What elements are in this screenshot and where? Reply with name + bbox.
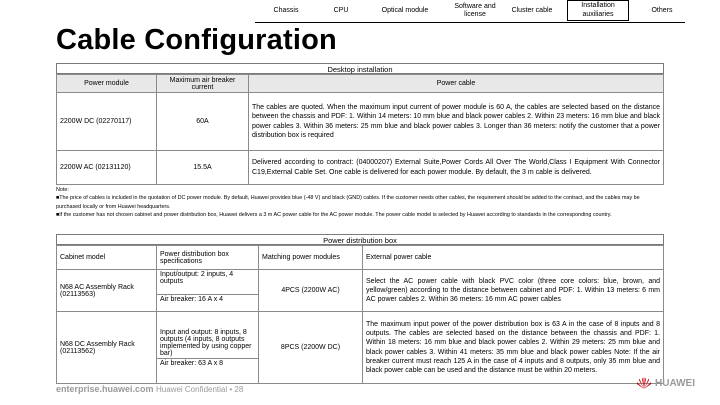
tab-software-license[interactable] — [445, 0, 505, 22]
brand-name: HUAWEI — [655, 377, 695, 389]
tab-label: Others — [651, 6, 673, 14]
footer-site: enterprise.huawei.com — [56, 384, 154, 394]
cell-matching-modules: 4PCS (2200W AC) — [259, 270, 363, 312]
table-row — [57, 93, 664, 151]
spec-breaker: Air breaker: 16 A x 4 — [160, 296, 224, 303]
cell-pdb-specs — [157, 312, 259, 384]
table-row — [57, 312, 664, 384]
tab-underline — [255, 22, 685, 23]
note-title: Note: — [56, 187, 69, 193]
cell-breaker-current: 15.5A — [157, 151, 249, 185]
cell-matching-modules: 8PCS (2200W DC) — [259, 312, 363, 384]
footer-confidential — [156, 385, 243, 394]
header-cabinet-model: Cabinet model — [57, 246, 157, 270]
cell-cabinet-model: N68 AC Assembly Rack (02113563) — [57, 270, 157, 312]
tab-cluster-cable[interactable] — [505, 0, 559, 22]
cell-external-cable: Select the AC power cable with black PVC color (three core colors: blue, brown, and yellow/green) according to the distance between cabinet and PDF: 1. Within 13 meters: 6 mm AC power cables 2. Within 36 meters: 16 mm AC power cables — [363, 270, 664, 312]
cell-power-cable: Delivered according to contract: (04000207) External Suite,Power Cords All Over The World,Class I Equipment With Connector C19,External Cable Set. One cable is delivered for each power module. By default, the 3 m cable is delivered. — [249, 151, 664, 185]
tab-label: CPU — [333, 6, 349, 14]
page-title: Cable Configuration — [56, 24, 337, 56]
header-power-cable: Power cable — [249, 75, 664, 93]
spec-io: Input and output: 8 inputs, 8 outputs (4 inputs, 8 outputs implemented by using copper bar) — [157, 328, 258, 359]
power-distribution-table — [56, 245, 664, 384]
page-number: 28 — [234, 385, 244, 394]
table-row — [57, 270, 664, 312]
cell-power-module: 2200W DC (02270117) — [57, 93, 157, 151]
header-external-cable: External power cable — [363, 246, 664, 270]
power-cable-table — [56, 74, 664, 185]
tab-chassis[interactable] — [255, 0, 317, 22]
spec-io: Input/output: 2 inputs, 4 outputs — [157, 270, 258, 295]
cell-pdb-specs — [157, 270, 259, 312]
tab-label: Installation auxiliaries — [581, 2, 615, 18]
header-matching-modules: Matching power modules — [259, 246, 363, 270]
top-nav-tabs — [255, 0, 720, 22]
note-block — [56, 186, 664, 220]
huawei-logo-icon — [636, 377, 652, 390]
tab-label: Optical module — [381, 6, 429, 14]
header-pdb-specs: Power distribution box specifications — [157, 246, 259, 270]
cell-cabinet-model: N68 DC Assembly Rack (02113562) — [57, 312, 157, 384]
tab-optical-module[interactable] — [365, 0, 445, 22]
tab-others[interactable] — [635, 0, 689, 22]
note-line: ■The price of cables is included in the quotation of DC power module. By default, Huawei provides blue (-48 V) and black (GND) cables. If the customer needs other cables, the requirement should be added to the contract, and the cables may be purchased locally or from Huawei headquarters. — [56, 195, 640, 210]
cell-breaker-current: 60A — [157, 93, 249, 151]
header-max-breaker-current: Maximum air breaker current — [157, 75, 249, 93]
header-power-module: Power module — [57, 75, 157, 93]
cell-power-module: 2200W AC (02131120) — [57, 151, 157, 185]
footer-separator: • — [229, 385, 235, 394]
cell-power-cable: The cables are quoted. When the maximum input current of power module is 60 A, the cables are selected based on the distance between the chassis and PDF: 1. Within 14 meters: 10 mm blue and black power cables 2. Within 23 meters: 16 mm blue and black power cables 3. Within 36 meters: 25 mm blue and black power cables 3. Longer than 36 meters: notify the customer that a power distribution box is required — [249, 93, 664, 151]
huawei-logo — [636, 376, 706, 390]
cell-external-cable: The maximum input power of the power distribution box is 63 A in the case of 8 inputs and 8 outputs. The cables are selected based on the distance between the chassis and PDF: 1. Within 18 meters: 16 mm blue and black power cables 2. Within 29 meters: 25 mm blue and black power cables 3. Within 41 meters: 35 mm blue and black power cables Note: If the air breaker current must reach 125 A in the case of 4 inputs and 8 outputs, only 35 mm blue and black power cable can be used and the distance must be within 20 meters. — [363, 312, 664, 384]
tab-label: Cluster cable — [511, 6, 553, 14]
confidential-label: Huawei Confidential — [156, 385, 228, 394]
table-header-row — [57, 246, 664, 270]
tab-cpu[interactable] — [317, 0, 365, 22]
table-header-row — [57, 75, 664, 93]
note-line: ■If the customer has not chosen cabinet and power distribution box, Huawei delivers a 3 m AC power cable for the AC power module. The power cable model is selected by Huawei according to standards in the corresponding country. — [56, 212, 612, 219]
tab-label: Chassis — [273, 6, 299, 14]
table-row — [57, 151, 664, 185]
table2-band: Power distribution box — [56, 234, 664, 245]
spec-breaker: Air breaker: 63 A x 8 — [160, 359, 224, 367]
tab-label: Software and license — [454, 2, 496, 18]
tab-installation-auxiliaries[interactable] — [567, 0, 629, 21]
table1-band: Desktop installation — [56, 63, 664, 74]
